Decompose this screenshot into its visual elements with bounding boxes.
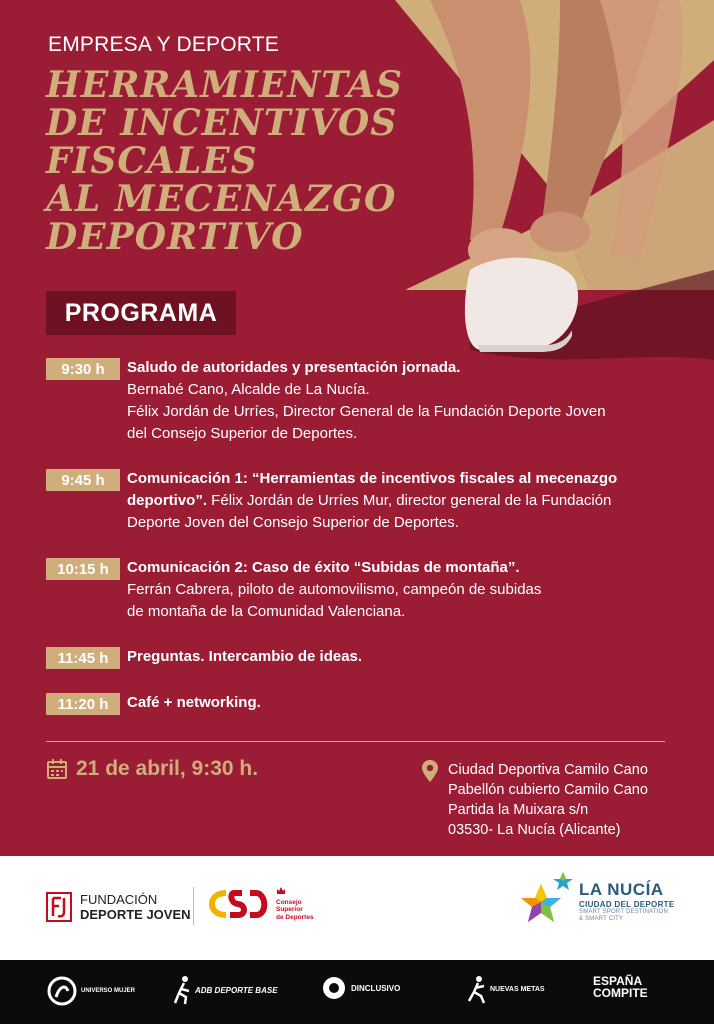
fdj-line: DEPORTE JOVEN	[80, 907, 191, 922]
agenda-line: Bernabé Cano, Alcalde de La Nucía.	[127, 381, 370, 398]
title-line: AL MECENAZGO	[46, 178, 397, 220]
csd-mark-icon	[208, 887, 272, 921]
fdj-mark-icon	[46, 892, 72, 922]
event-date-text: 21 de abril, 9:30 h.	[76, 757, 259, 780]
agenda-item	[46, 646, 686, 669]
csd-line: Consejo	[276, 898, 302, 906]
agenda-time: 10:15 h	[46, 558, 120, 580]
agenda-heading: Preguntas. Intercambio de ideas.	[127, 648, 363, 665]
title-line: DEPORTIVO	[46, 216, 304, 258]
agenda-body	[127, 357, 606, 445]
sponsor-separator	[193, 887, 194, 925]
agenda-heading: deportivo”.	[127, 492, 208, 509]
la-nucia-tagline: & SMART CITY	[579, 915, 624, 922]
agenda-heading: Café + networking.	[127, 694, 261, 711]
agenda-body	[127, 468, 617, 534]
agenda-time: 9:45 h	[46, 469, 120, 491]
event-title	[46, 66, 426, 256]
nuevas-metas-logo	[466, 975, 545, 1005]
program-label: PROGRAMA	[46, 291, 236, 335]
agenda-heading: Comunicación 2: Caso de éxito “Subidas de montaña”.	[127, 559, 520, 576]
calendar-icon	[46, 758, 68, 780]
fundacion-deporte-joven-logo	[46, 892, 191, 922]
agenda-item	[46, 468, 686, 534]
agenda-item	[46, 557, 686, 623]
agenda-time: 11:20 h	[46, 693, 120, 715]
universo-mujer-logo	[46, 975, 135, 1007]
agenda-line: de montaña de la Comunidad Valenciana.	[127, 603, 406, 620]
footer-logo-text: COMPITE	[593, 986, 648, 1000]
venue-line: Pabellón cubierto Camilo Cano	[448, 782, 648, 798]
universo-mujer-mark-icon	[46, 975, 78, 1007]
divider	[46, 741, 665, 742]
title-line: HERRAMIENTAS	[46, 64, 404, 106]
agenda-line: Félix Jordán de Urríes, Director General de la Fundación Deporte Joven	[127, 403, 606, 420]
agenda-line: Félix Jordán de Urríes Mur, director general de la Fundación	[207, 492, 612, 509]
la-nucia-star-icon	[515, 870, 575, 932]
location-pin-icon	[422, 760, 438, 782]
crown-icon	[276, 886, 286, 896]
la-nucia-subtitle: CIUDAD DEL DEPORTE	[579, 899, 675, 909]
agenda-line: del Consejo Superior de Deportes.	[127, 425, 358, 442]
la-nucia-logo	[515, 870, 674, 932]
nuevas-metas-runner-icon	[466, 975, 488, 1005]
dinclusivo-logo	[321, 975, 400, 1001]
la-nucia-tagline: SMART SPORT DESTINATION	[579, 908, 669, 915]
espana-compite-logo	[593, 975, 648, 999]
venue-line: Ciudad Deportiva Camilo Cano	[448, 762, 648, 778]
csd-line: de Deportes	[276, 913, 314, 921]
agenda-time: 9:30 h	[46, 358, 120, 380]
fdj-line: FUNDACIÓN	[80, 892, 158, 907]
footer-logo-text: NUEVAS METAS	[490, 986, 545, 993]
venue-line: 03530- La Nucía (Alicante)	[448, 822, 621, 838]
adb-logo	[173, 975, 278, 1005]
title-line: FISCALES	[46, 140, 258, 182]
agenda	[46, 357, 686, 738]
venue-line: Partida la Muixara s/n	[448, 802, 589, 818]
agenda-line: Deporte Joven del Consejo Superior de Deportes.	[127, 514, 459, 531]
agenda-item	[46, 357, 686, 445]
agenda-heading: Saludo de autoridades y presentación jornada.	[127, 359, 461, 376]
la-nucia-title: LA NUCÍA	[579, 879, 664, 899]
event-venue	[422, 760, 648, 840]
agenda-body	[127, 646, 362, 668]
event-date	[46, 757, 258, 781]
agenda-line: Ferrán Cabrera, piloto de automovilismo, campeón de subidas	[127, 581, 542, 598]
agenda-time: 11:45 h	[46, 647, 120, 669]
agenda-body	[127, 692, 261, 714]
title-line: DE INCENTIVOS	[46, 102, 398, 144]
csd-logo	[208, 886, 314, 921]
event-kicker: EMPRESA Y DEPORTE	[48, 33, 279, 56]
adb-runner-icon	[173, 975, 193, 1005]
footer-logo-text: DINCLUSIVO	[351, 983, 401, 993]
agenda-body	[127, 557, 541, 623]
agenda-heading: Comunicación 1: “Herramientas de incentivos fiscales al mecenazgo	[127, 470, 618, 487]
footer-logo-text: UNIVERSO MUJER	[81, 987, 136, 994]
dinclusivo-mark-icon	[321, 975, 347, 1001]
footer-logo-text: ADB DEPORTE BASE	[195, 985, 278, 995]
csd-line: Superior	[276, 906, 303, 913]
agenda-item	[46, 692, 686, 715]
footer-logo-text: ESPAÑA	[593, 974, 643, 988]
